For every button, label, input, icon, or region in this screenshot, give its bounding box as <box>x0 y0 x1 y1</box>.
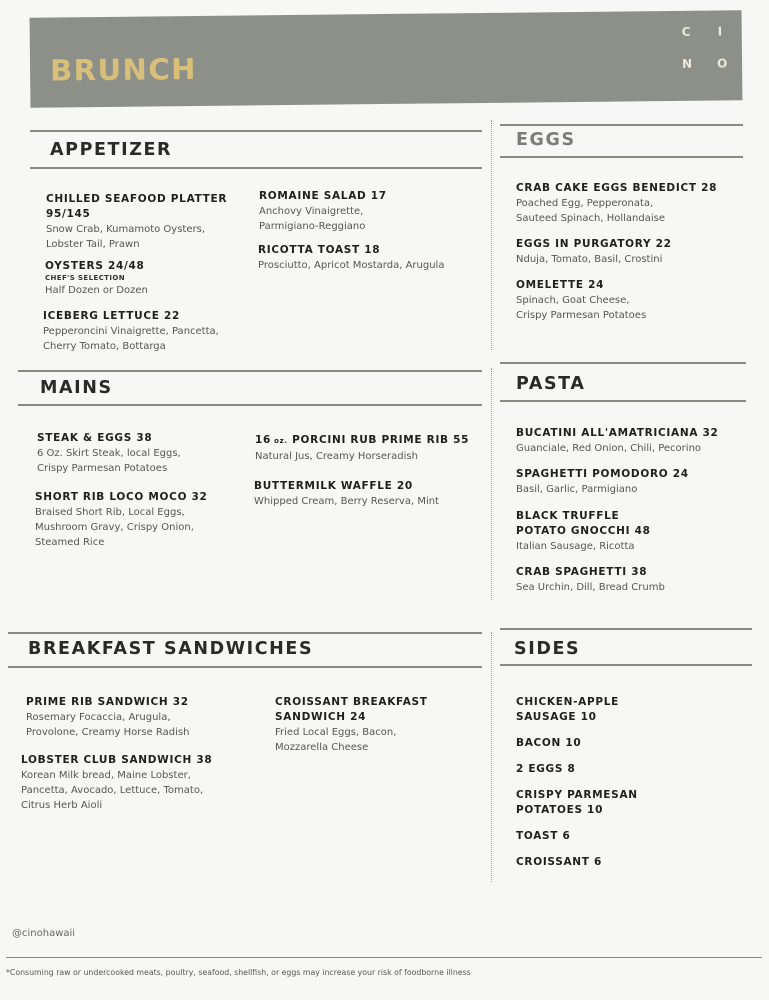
food-safety-disclaimer: *Consuming raw or undercooked meats, poultry, seafood, shellfish, or eggs may increase your risk of foodborne illness <box>6 968 471 977</box>
menu-item-croissant: CROISSANT 6 <box>516 856 603 868</box>
rule <box>500 628 752 630</box>
menu-item-black-truffle-potato-gnocchi: BLACK TRUFFLE POTATO GNOCCHI 48 Italian Sausage, Ricotta <box>516 510 651 552</box>
column-divider <box>491 368 492 600</box>
menu-item-romaine-salad: ROMAINE SALAD 17 Anchovy Vinaigrette, Parmigiano-Reggiano <box>259 190 387 232</box>
logo-letter-n: N <box>681 56 693 71</box>
rule <box>30 130 482 132</box>
menu-item-iceberg-lettuce: ICEBERG LETTUCE 22 Pepperoncini Vinaigrette, Pancetta, Cherry Tomato, Bottarga <box>43 310 219 352</box>
rule <box>500 664 752 666</box>
menu-item-oysters: OYSTERS 24/48 CHEF'S SELECTION Half Dozen or Dozen <box>45 260 148 296</box>
rule <box>30 167 482 169</box>
menu-title: BRUNCH <box>49 51 198 88</box>
rule <box>500 156 743 158</box>
column-divider <box>491 120 492 350</box>
menu-item-chicken-apple-sausage: CHICKEN-APPLE SAUSAGE 10 <box>516 696 620 723</box>
section-title-mains: MAINS <box>40 378 113 398</box>
menu-item-prime-rib-sandwich: PRIME RIB SANDWICH 32 Rosemary Focaccia, Arugula, Provolone, Creamy Horse Radish <box>26 696 190 738</box>
menu-item-crispy-parmesan-potatoes: CRISPY PARMESAN POTATOES 10 <box>516 789 638 816</box>
section-title-appetizer: APPETIZER <box>50 140 173 160</box>
rule <box>8 666 482 668</box>
menu-item-steak-and-eggs: STEAK & EGGS 38 6 Oz. Skirt Steak, local Eggs, Crispy Parmesan Potatoes <box>37 432 181 474</box>
menu-item-crab-spaghetti: CRAB SPAGHETTI 38 Sea Urchin, Dill, Bread Crumb <box>516 566 665 593</box>
menu-item-bacon: BACON 10 <box>516 737 582 749</box>
section-title-pasta: PASTA <box>516 374 586 394</box>
menu-item-short-rib-loco-moco: SHORT RIB LOCO MOCO 32 Braised Short Rib, Local Eggs, Mushroom Gravy, Crispy Onion, Steamed Rice <box>35 491 208 548</box>
menu-item-eggs-in-purgatory: EGGS IN PURGATORY 22 Nduja, Tomato, Basil, Crostini <box>516 238 672 265</box>
rule <box>8 632 482 634</box>
section-title-sides: SIDES <box>514 639 581 659</box>
menu-item-lobster-club-sandwich: LOBSTER CLUB SANDWICH 38 Korean Milk bread, Maine Lobster, Pancetta, Avocado, Lettuce, Tomato, Citrus Herb Aioli <box>21 754 213 811</box>
menu-item-spaghetti-pomodoro: SPAGHETTI POMODORO 24 Basil, Garlic, Parmigiano <box>516 468 689 495</box>
rule <box>18 404 482 406</box>
header-banner <box>30 10 743 107</box>
menu-item-omelette: OMELETTE 24 Spinach, Goat Cheese, Crispy Parmesan Potatoes <box>516 279 647 321</box>
menu-item-2-eggs: 2 EGGS 8 <box>516 763 576 775</box>
section-title-eggs: EGGS <box>516 130 576 150</box>
menu-item-porcini-rub-prime-rib: 16 oz. PORCINI RUB PRIME RIB 55 Natural Jus, Creamy Horseradish <box>255 434 470 462</box>
rule <box>500 362 746 364</box>
rule <box>500 124 743 126</box>
menu-item-croissant-breakfast-sandwich: CROISSANT BREAKFAST SANDWICH 24 Fried Local Eggs, Bacon, Mozzarella Cheese <box>275 696 428 753</box>
rule <box>500 400 746 402</box>
menu-item-crab-cake-eggs-benedict: CRAB CAKE EGGS BENEDICT 28 Poached Egg, Pepperonata, Sauteed Spinach, Hollandaise <box>516 182 718 224</box>
column-divider <box>491 632 492 882</box>
logo-letter-i: I <box>717 24 723 39</box>
rule <box>18 370 482 372</box>
menu-item-ricotta-toast: RICOTTA TOAST 18 Prosciutto, Apricot Mostarda, Arugula <box>258 244 445 271</box>
logo-letter-c: C <box>681 24 691 39</box>
menu-item-chilled-seafood-platter: CHILLED SEAFOOD PLATTER 95/145 Snow Crab, Kumamoto Oysters, Lobster Tail, Prawn <box>46 193 228 250</box>
menu-item-bucatini-allamatriciana: BUCATINI ALL'AMATRICIANA 32 Guanciale, Red Onion, Chili, Pecorino <box>516 427 719 454</box>
section-title-breakfast-sandwiches: BREAKFAST SANDWICHES <box>28 639 314 659</box>
menu-item-toast: TOAST 6 <box>516 830 571 842</box>
social-handle: @cinohawaii <box>12 928 76 939</box>
menu-item-buttermilk-waffle: BUTTERMILK WAFFLE 20 Whipped Cream, Berry Reserva, Mint <box>254 480 439 507</box>
footer-rule <box>6 957 762 958</box>
logo-letter-o: O <box>716 56 728 71</box>
